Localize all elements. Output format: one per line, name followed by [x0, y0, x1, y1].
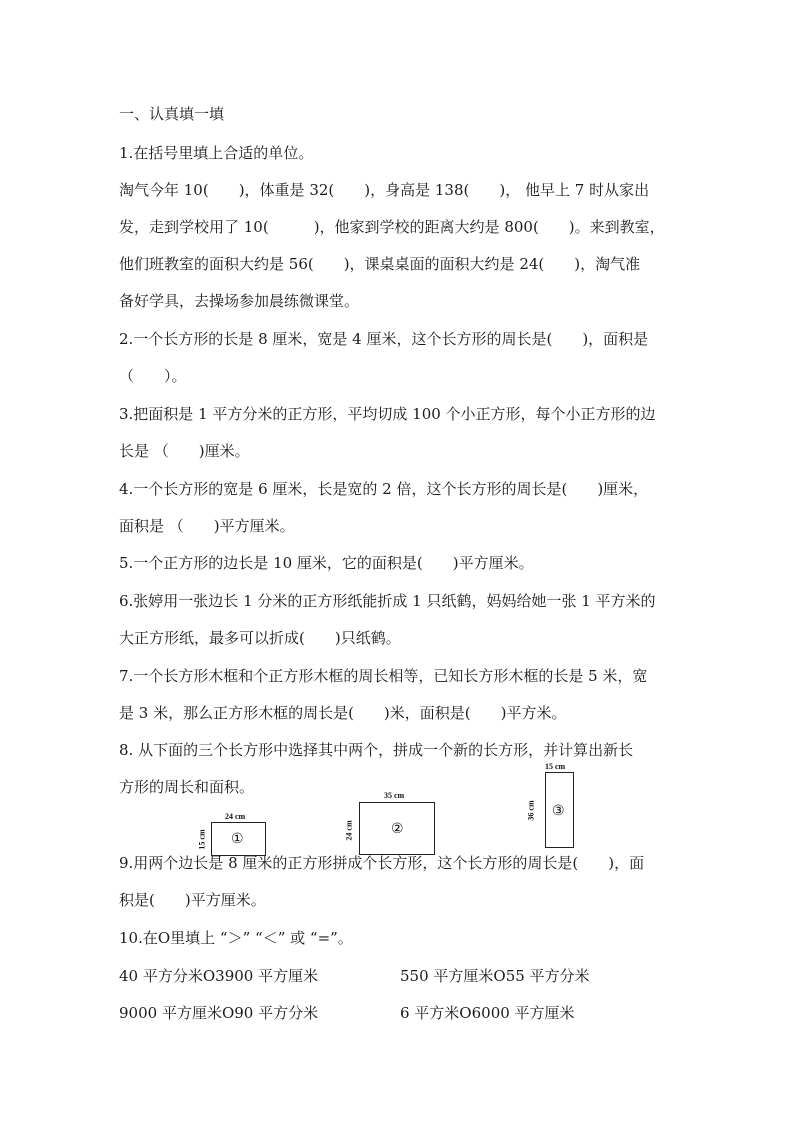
q7-line-1: 7.一个长方形木框和个正方形木框的周长相等，已知长方形木框的长是 5 米，宽	[119, 667, 648, 685]
rect2-number: ②	[391, 821, 404, 837]
q5-line-1: 5.一个正方形的边长是 10 厘米，它的面积是( )平方厘米。	[119, 554, 534, 572]
q7-line-2: 是 3 米，那么正方形木框的周长是( )米，面积是( )平方米。	[119, 704, 567, 722]
rect3-width-label: 15 cm	[545, 762, 566, 771]
q1-line-1: 淘气今年 10( )，体重是 32( )，身高是 138( )， 他早上 7 时从家出	[119, 181, 650, 199]
q10-item-3: 9000 平方厘米O90 平方分米	[119, 1004, 319, 1022]
q10-title: 10.在O里填上 “＞” “＜” 或 “=”。	[119, 929, 353, 947]
q8-line-2: 方形的周长和面积。	[119, 778, 255, 796]
q3-line-1: 3.把面积是 1 平方分米的正方形，平均切成 100 个小正方形，每个小正方形的边	[119, 405, 656, 423]
q3-line-2: 长是 （ )厘米。	[119, 442, 250, 460]
q8-line-1: 8. 从下面的三个长方形中选择其中两个，拼成一个新的长方形，并计算出新长	[119, 741, 634, 759]
q2-line-2: （ ）。	[119, 367, 187, 385]
rect3-height-label: 36 cm	[526, 800, 536, 821]
rect1-width-label: 24 cm	[225, 812, 246, 821]
q4-line-2: 面积是 （ )平方厘米。	[119, 517, 295, 535]
q9-line-1: 9.用两个边长是 8 厘米的正方形拼成个长方形，这个长方形的周长是( )，面	[119, 854, 645, 872]
rect3-number: ③	[552, 803, 565, 819]
q1-title: 1.在括号里填上合适的单位。	[119, 144, 314, 162]
q4-line-1: 4.一个长方形的宽是 6 厘米，长是宽的 2 倍，这个长方形的周长是( )厘米，	[119, 480, 649, 498]
rect2-width-label: 35 cm	[384, 791, 405, 800]
q1-line-3: 他们班教室的面积大约是 56( )，课桌桌面的面积大约是 24( )，淘气准	[119, 255, 641, 273]
rect2-height-label: 24 cm	[344, 820, 354, 841]
q10-item-4: 6 平方米O6000 平方厘米	[400, 1004, 575, 1022]
q9-line-2: 积是( )平方厘米。	[119, 891, 266, 909]
q6-line-1: 6.张婷用一张边长 1 分米的正方形纸能折成 1 只纸鹤，妈妈给她一张 1 平方米的	[119, 592, 656, 610]
rect1-number: ①	[231, 831, 244, 847]
section-title: 一、认真填一填	[119, 105, 225, 123]
q10-item-1: 40 平方分米O3900 平方厘米	[119, 967, 319, 985]
q10-item-2: 550 平方厘米O55 平方分米	[400, 967, 590, 985]
q2-line-1: 2.一个长方形的长是 8 厘米，宽是 4 厘米，这个长方形的周长是( )，面积是	[119, 330, 649, 348]
rect1-height-label: 15 cm	[197, 829, 207, 850]
q1-line-4: 备好学具，去操场参加晨练微课堂。	[119, 292, 360, 310]
q6-line-2: 大正方形纸，最多可以折成( )只纸鹤。	[119, 629, 401, 647]
q1-line-2: 发，走到学校用了 10( )，他家到学校的距离大约是 800( )。来到教室，	[119, 218, 665, 236]
